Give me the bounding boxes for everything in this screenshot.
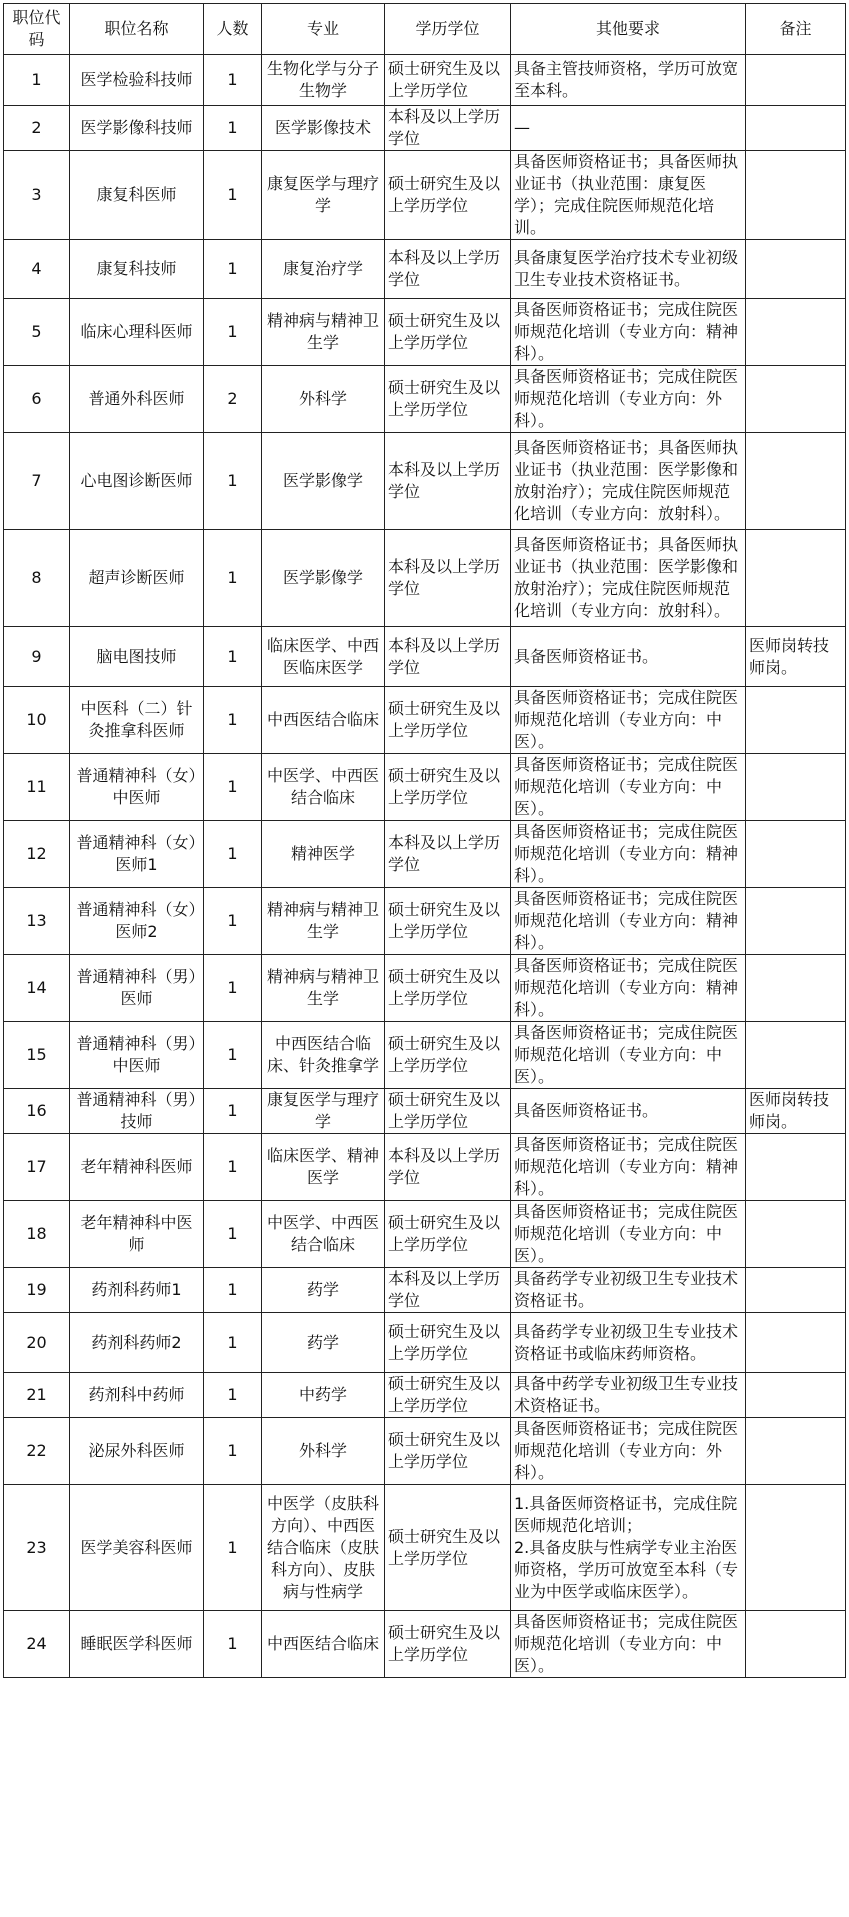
cell-remarks <box>746 1485 846 1611</box>
table-row <box>4 106 846 151</box>
cell-major: 中医学（皮肤科方向）、中西医结合临床（皮肤科方向）、皮肤病与性病学 <box>262 1485 385 1611</box>
cell-remarks <box>746 1611 846 1678</box>
cell-code: 9 <box>4 627 70 687</box>
cell-count: 1 <box>204 106 262 151</box>
cell-major: 中医学、中西医结合临床 <box>262 1201 385 1268</box>
cell-count: 1 <box>204 1418 262 1485</box>
cell-remarks <box>746 1201 846 1268</box>
cell-degree: 硕士研究生及以上学历学位 <box>385 1313 511 1373</box>
table-row <box>4 821 846 888</box>
cell-remarks <box>746 821 846 888</box>
cell-remarks <box>746 530 846 627</box>
cell-name: 老年精神科中医师 <box>70 1201 204 1268</box>
table-body <box>4 55 846 1678</box>
cell-name: 中医科（二）针灸推拿科医师 <box>70 687 204 754</box>
cell-name: 泌尿外科医师 <box>70 1418 204 1485</box>
cell-name: 普通精神科（男）中医师 <box>70 1022 204 1089</box>
cell-remarks <box>746 687 846 754</box>
cell-major: 中西医结合临床、针灸推拿学 <box>262 1022 385 1089</box>
cell-code: 12 <box>4 821 70 888</box>
cell-name: 医学检验科技师 <box>70 55 204 106</box>
cell-count: 1 <box>204 888 262 955</box>
cell-major: 生物化学与分子生物学 <box>262 55 385 106</box>
cell-degree: 硕士研究生及以上学历学位 <box>385 151 511 240</box>
cell-requirements: 具备康复医学治疗技术专业初级卫生专业技术资格证书。 <box>511 240 746 299</box>
cell-remarks: 医师岗转技师岗。 <box>746 1089 846 1134</box>
cell-count: 1 <box>204 1089 262 1134</box>
cell-code: 14 <box>4 955 70 1022</box>
header-name: 职位名称 <box>70 4 204 55</box>
cell-count: 1 <box>204 821 262 888</box>
cell-requirements: 具备医师资格证书；完成住院医师规范化培训（专业方向：中医）。 <box>511 1022 746 1089</box>
cell-remarks <box>746 240 846 299</box>
table-row <box>4 1485 846 1611</box>
cell-remarks <box>746 366 846 433</box>
cell-requirements: — <box>511 106 746 151</box>
table-row <box>4 151 846 240</box>
cell-requirements: 具备中药学专业初级卫生专业技术资格证书。 <box>511 1373 746 1418</box>
cell-count: 1 <box>204 1134 262 1201</box>
cell-count: 1 <box>204 1022 262 1089</box>
cell-major: 中药学 <box>262 1373 385 1418</box>
cell-major: 精神病与精神卫生学 <box>262 955 385 1022</box>
cell-name: 普通精神科（女）医师2 <box>70 888 204 955</box>
cell-requirements: 具备药学专业初级卫生专业技术资格证书或临床药师资格。 <box>511 1313 746 1373</box>
cell-code: 2 <box>4 106 70 151</box>
cell-requirements: 具备医师资格证书；完成住院医师规范化培训（专业方向：中医）。 <box>511 1201 746 1268</box>
cell-degree: 本科及以上学历学位 <box>385 433 511 530</box>
header-major: 专业 <box>262 4 385 55</box>
cell-remarks <box>746 1313 846 1373</box>
cell-requirements: 具备主管技师资格，学历可放宽至本科。 <box>511 55 746 106</box>
cell-count: 1 <box>204 1268 262 1313</box>
cell-remarks <box>746 106 846 151</box>
cell-code: 3 <box>4 151 70 240</box>
table-row <box>4 687 846 754</box>
header-count: 人数 <box>204 4 262 55</box>
cell-code: 11 <box>4 754 70 821</box>
cell-code: 1 <box>4 55 70 106</box>
table-row <box>4 1373 846 1418</box>
table-row <box>4 754 846 821</box>
cell-remarks <box>746 955 846 1022</box>
cell-count: 1 <box>204 151 262 240</box>
cell-remarks <box>746 754 846 821</box>
cell-requirements: 具备医师资格证书；完成住院医师规范化培训（专业方向：外科）。 <box>511 1418 746 1485</box>
cell-count: 1 <box>204 1201 262 1268</box>
cell-remarks <box>746 1134 846 1201</box>
cell-degree: 硕士研究生及以上学历学位 <box>385 687 511 754</box>
cell-code: 23 <box>4 1485 70 1611</box>
cell-major: 精神病与精神卫生学 <box>262 888 385 955</box>
header-requirements: 其他要求 <box>511 4 746 55</box>
cell-major: 康复治疗学 <box>262 240 385 299</box>
cell-degree: 本科及以上学历学位 <box>385 821 511 888</box>
cell-code: 13 <box>4 888 70 955</box>
cell-name: 睡眠医学科医师 <box>70 1611 204 1678</box>
cell-name: 老年精神科医师 <box>70 1134 204 1201</box>
cell-count: 1 <box>204 687 262 754</box>
cell-major: 临床医学、中西医临床医学 <box>262 627 385 687</box>
cell-count: 2 <box>204 366 262 433</box>
cell-remarks <box>746 433 846 530</box>
table-row <box>4 240 846 299</box>
cell-degree: 硕士研究生及以上学历学位 <box>385 366 511 433</box>
cell-requirements: 具备医师资格证书；完成住院医师规范化培训（专业方向：精神科）。 <box>511 821 746 888</box>
cell-name: 普通精神科（女）中医师 <box>70 754 204 821</box>
cell-code: 5 <box>4 299 70 366</box>
cell-major: 药学 <box>262 1313 385 1373</box>
cell-name: 药剂科中药师 <box>70 1373 204 1418</box>
table-row <box>4 1089 846 1134</box>
cell-degree: 硕士研究生及以上学历学位 <box>385 55 511 106</box>
cell-remarks <box>746 888 846 955</box>
cell-code: 15 <box>4 1022 70 1089</box>
cell-code: 7 <box>4 433 70 530</box>
cell-name: 脑电图技师 <box>70 627 204 687</box>
cell-degree: 本科及以上学历学位 <box>385 1268 511 1313</box>
cell-name: 心电图诊断医师 <box>70 433 204 530</box>
cell-code: 8 <box>4 530 70 627</box>
cell-degree: 本科及以上学历学位 <box>385 1134 511 1201</box>
cell-remarks: 医师岗转技师岗。 <box>746 627 846 687</box>
cell-name: 医学影像科技师 <box>70 106 204 151</box>
cell-major: 医学影像学 <box>262 530 385 627</box>
cell-requirements: 具备医师资格证书；完成住院医师规范化培训（专业方向：精神科）。 <box>511 955 746 1022</box>
cell-requirements: 具备医师资格证书；完成住院医师规范化培训（专业方向：中医）。 <box>511 687 746 754</box>
cell-degree: 硕士研究生及以上学历学位 <box>385 754 511 821</box>
cell-major: 精神医学 <box>262 821 385 888</box>
cell-degree: 本科及以上学历学位 <box>385 530 511 627</box>
cell-degree: 硕士研究生及以上学历学位 <box>385 955 511 1022</box>
cell-name: 临床心理科医师 <box>70 299 204 366</box>
cell-requirements: 具备医师资格证书；完成住院医师规范化培训（专业方向：外科）。 <box>511 366 746 433</box>
cell-degree: 硕士研究生及以上学历学位 <box>385 1201 511 1268</box>
cell-count: 1 <box>204 1373 262 1418</box>
table-row <box>4 1313 846 1373</box>
cell-requirements: 具备医师资格证书。 <box>511 627 746 687</box>
cell-name: 药剂科药师2 <box>70 1313 204 1373</box>
table-row <box>4 299 846 366</box>
cell-degree: 硕士研究生及以上学历学位 <box>385 299 511 366</box>
cell-code: 10 <box>4 687 70 754</box>
table-row <box>4 433 846 530</box>
cell-major: 中西医结合临床 <box>262 687 385 754</box>
cell-remarks <box>746 151 846 240</box>
cell-name: 普通精神科（女）医师1 <box>70 821 204 888</box>
cell-degree: 硕士研究生及以上学历学位 <box>385 1373 511 1418</box>
cell-remarks <box>746 1268 846 1313</box>
cell-name: 普通精神科（男）技师 <box>70 1089 204 1134</box>
cell-remarks <box>746 55 846 106</box>
cell-code: 17 <box>4 1134 70 1201</box>
cell-requirements: 具备医师资格证书；完成住院医师规范化培训（专业方向：精神科）。 <box>511 1134 746 1201</box>
cell-name: 普通精神科（男）医师 <box>70 955 204 1022</box>
cell-requirements: 具备医师资格证书；完成住院医师规范化培训（专业方向：中医）。 <box>511 1611 746 1678</box>
cell-degree: 硕士研究生及以上学历学位 <box>385 1485 511 1611</box>
cell-degree: 硕士研究生及以上学历学位 <box>385 888 511 955</box>
cell-requirements: 具备医师资格证书；完成住院医师规范化培训（专业方向：精神科）。 <box>511 888 746 955</box>
table-row <box>4 530 846 627</box>
cell-count: 1 <box>204 955 262 1022</box>
table-row <box>4 55 846 106</box>
cell-degree: 硕士研究生及以上学历学位 <box>385 1089 511 1134</box>
cell-count: 1 <box>204 1485 262 1611</box>
cell-name: 医学美容科医师 <box>70 1485 204 1611</box>
cell-major: 临床医学、精神医学 <box>262 1134 385 1201</box>
table-row <box>4 627 846 687</box>
cell-major: 医学影像学 <box>262 433 385 530</box>
header-remarks: 备注 <box>746 4 846 55</box>
cell-major: 中医学、中西医结合临床 <box>262 754 385 821</box>
cell-count: 1 <box>204 55 262 106</box>
cell-requirements: 具备医师资格证书；具备医师执业证书（执业范围：医学影像和放射治疗）；完成住院医师规范化培训（专业方向：放射科）。 <box>511 433 746 530</box>
cell-name: 康复科技师 <box>70 240 204 299</box>
table-row <box>4 1611 846 1678</box>
table-row <box>4 1022 846 1089</box>
cell-code: 24 <box>4 1611 70 1678</box>
cell-requirements: 1.具备医师资格证书，完成住院医师规范化培训； 2.具备皮肤与性病学专业主治医师资格，学历可放宽至本科（专业为中医学或临床医学）。 <box>511 1485 746 1611</box>
cell-requirements: 具备医师资格证书；具备医师执业证书（执业范围：康复医学）；完成住院医师规范化培训。 <box>511 151 746 240</box>
cell-requirements: 具备医师资格证书；完成住院医师规范化培训（专业方向：中医）。 <box>511 754 746 821</box>
cell-degree: 本科及以上学历学位 <box>385 627 511 687</box>
cell-major: 康复医学与理疗学 <box>262 1089 385 1134</box>
table-row <box>4 1134 846 1201</box>
recruitment-table <box>3 3 846 1678</box>
cell-code: 19 <box>4 1268 70 1313</box>
cell-code: 20 <box>4 1313 70 1373</box>
cell-name: 药剂科药师1 <box>70 1268 204 1313</box>
cell-code: 16 <box>4 1089 70 1134</box>
cell-major: 外科学 <box>262 1418 385 1485</box>
cell-count: 1 <box>204 1611 262 1678</box>
cell-count: 1 <box>204 754 262 821</box>
cell-remarks <box>746 1418 846 1485</box>
cell-requirements: 具备医师资格证书。 <box>511 1089 746 1134</box>
cell-major: 康复医学与理疗学 <box>262 151 385 240</box>
cell-code: 4 <box>4 240 70 299</box>
cell-degree: 本科及以上学历学位 <box>385 240 511 299</box>
cell-code: 6 <box>4 366 70 433</box>
header-row <box>4 4 846 55</box>
cell-requirements: 具备医师资格证书；完成住院医师规范化培训（专业方向：精神科）。 <box>511 299 746 366</box>
cell-code: 18 <box>4 1201 70 1268</box>
cell-major: 药学 <box>262 1268 385 1313</box>
cell-count: 1 <box>204 299 262 366</box>
table-row <box>4 1201 846 1268</box>
cell-name: 康复科医师 <box>70 151 204 240</box>
cell-degree: 硕士研究生及以上学历学位 <box>385 1418 511 1485</box>
cell-remarks <box>746 1373 846 1418</box>
cell-name: 普通外科医师 <box>70 366 204 433</box>
cell-count: 1 <box>204 240 262 299</box>
cell-major: 外科学 <box>262 366 385 433</box>
cell-code: 22 <box>4 1418 70 1485</box>
table-row <box>4 1268 846 1313</box>
header-degree: 学历学位 <box>385 4 511 55</box>
cell-major: 精神病与精神卫生学 <box>262 299 385 366</box>
table-row <box>4 366 846 433</box>
cell-code: 21 <box>4 1373 70 1418</box>
cell-degree: 本科及以上学历学位 <box>385 106 511 151</box>
cell-degree: 硕士研究生及以上学历学位 <box>385 1022 511 1089</box>
cell-remarks <box>746 299 846 366</box>
cell-major: 医学影像技术 <box>262 106 385 151</box>
table-row <box>4 888 846 955</box>
table-row <box>4 955 846 1022</box>
table-row <box>4 1418 846 1485</box>
cell-major: 中西医结合临床 <box>262 1611 385 1678</box>
cell-requirements: 具备医师资格证书；具备医师执业证书（执业范围：医学影像和放射治疗）；完成住院医师规范化培训（专业方向：放射科）。 <box>511 530 746 627</box>
cell-count: 1 <box>204 1313 262 1373</box>
header-code: 职位代码 <box>4 4 70 55</box>
cell-name: 超声诊断医师 <box>70 530 204 627</box>
cell-count: 1 <box>204 530 262 627</box>
cell-degree: 硕士研究生及以上学历学位 <box>385 1611 511 1678</box>
cell-count: 1 <box>204 433 262 530</box>
cell-requirements: 具备药学专业初级卫生专业技术资格证书。 <box>511 1268 746 1313</box>
cell-count: 1 <box>204 627 262 687</box>
cell-remarks <box>746 1022 846 1089</box>
